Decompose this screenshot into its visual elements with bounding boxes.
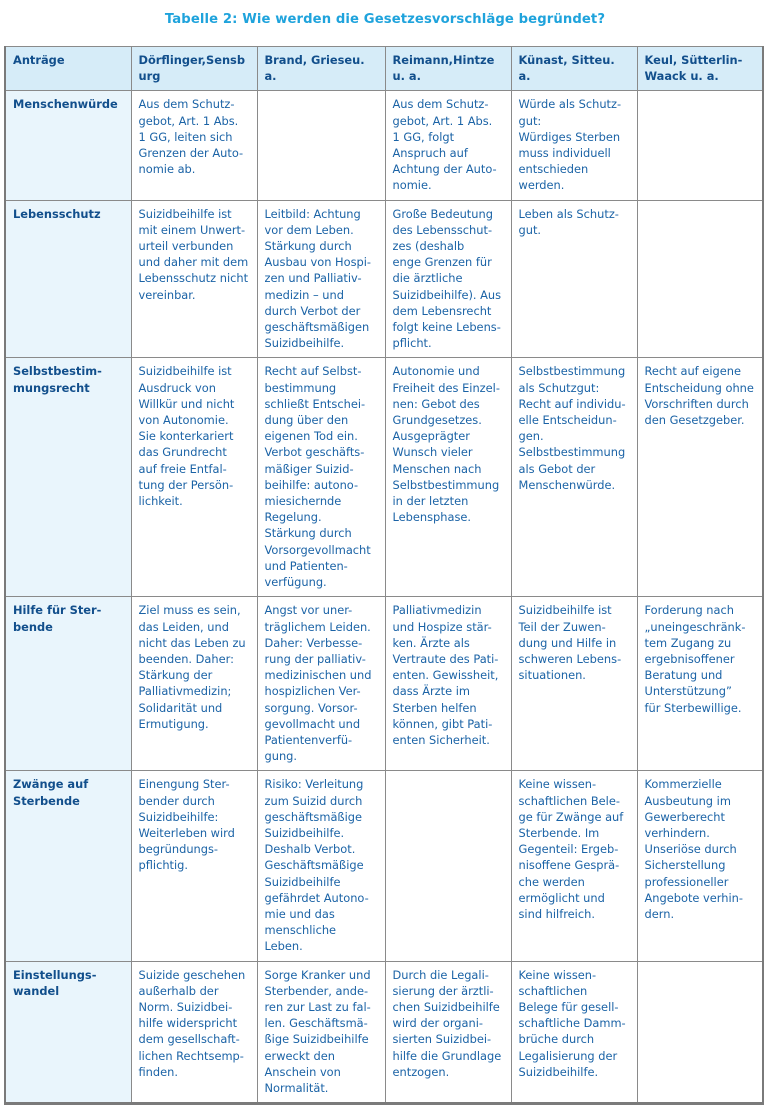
cell-text-line: Angebote verhin- bbox=[644, 890, 743, 905]
cell-text-line: Suizidbeihilfe ist bbox=[138, 364, 232, 379]
cell-text-line: Forderung nach bbox=[644, 603, 734, 618]
cell-text-line: und daher mit dem bbox=[138, 255, 249, 270]
cell-text-line: sorgung. Vorsor- bbox=[264, 700, 358, 715]
cell-text-line: gut. bbox=[518, 222, 542, 237]
row-label bbox=[5, 597, 131, 771]
cell-text-line: Anschein von bbox=[264, 1064, 341, 1079]
cell-text-line: Suizidbeihilfe. bbox=[264, 336, 345, 351]
cell-text-line: gut: bbox=[518, 113, 542, 128]
cell-text-line: Suizidbeihilfe ist bbox=[518, 603, 612, 618]
table-cell bbox=[511, 358, 637, 597]
table-cell bbox=[385, 200, 511, 358]
table-body bbox=[5, 91, 763, 1104]
cell-text-line: Ausgeprägter bbox=[392, 429, 470, 444]
cell-text-line: Ausbeutung im bbox=[644, 793, 731, 808]
cell-text-line: den Gesetzgeber. bbox=[644, 413, 745, 428]
cell-text-line: als Gebot der bbox=[518, 461, 596, 476]
cell-text-line: hospizlichen Ver- bbox=[264, 684, 361, 699]
cell-text-line: hilfe die Grundlage bbox=[392, 1048, 502, 1063]
header-brand-griese bbox=[257, 47, 385, 91]
cell-text-line: folgt keine Lebens- bbox=[392, 320, 501, 335]
cell-text-line: Recht auf Selbst- bbox=[264, 364, 362, 379]
cell-text-line: ken. Ärzte als bbox=[392, 635, 470, 650]
cell-text-line: Selbstbestimmung bbox=[518, 445, 626, 460]
cell-text-line: gung. bbox=[264, 749, 298, 764]
header-text-line: Anträge bbox=[13, 53, 65, 67]
cell-text-line: und Patienten- bbox=[264, 558, 348, 573]
cell-text-line: Anspruch auf bbox=[392, 146, 468, 161]
table-cell bbox=[637, 597, 763, 771]
cell-text-line: Normalität. bbox=[264, 1080, 329, 1095]
cell-text-line: Geschäftsmäßige bbox=[264, 858, 364, 873]
header-text-line: Künast, Sitte bbox=[518, 53, 603, 67]
cell-text-line: rung der palliativ- bbox=[264, 651, 366, 666]
cell-text-line: werden. bbox=[518, 178, 565, 193]
cell-text-line: Selbstbestimmung bbox=[518, 364, 626, 379]
row-label-line: mungsrecht bbox=[13, 380, 90, 395]
table-cell bbox=[131, 200, 257, 358]
table-cell bbox=[131, 961, 257, 1104]
header-text-line: u. a. bbox=[264, 53, 365, 84]
cell-text-line: Unseriöse durch bbox=[644, 842, 737, 857]
table-cell bbox=[511, 91, 637, 200]
cell-text-line: Leben als Schutz- bbox=[518, 206, 619, 221]
cell-text-line: len. Geschäftsmä- bbox=[264, 1016, 368, 1031]
cell-text-line: Solidarität und bbox=[138, 700, 223, 715]
table-cell bbox=[511, 961, 637, 1104]
cell-text-line: Angst vor uner- bbox=[264, 603, 353, 618]
cell-text-line: Grenzen der Auto- bbox=[138, 146, 244, 161]
header-reimann-hintze bbox=[385, 47, 511, 91]
cell-text-line: professioneller bbox=[644, 874, 729, 889]
cell-text-line: Würde als Schutz- bbox=[518, 97, 622, 112]
cell-text-line: Suizidbeihilfe ist bbox=[138, 206, 232, 221]
table-row bbox=[5, 961, 763, 1104]
cell-text-line: medizin – und bbox=[264, 287, 344, 302]
header-text-line: Waack u. a. bbox=[644, 69, 719, 84]
cell-text-line: Beratung und bbox=[644, 668, 723, 683]
cell-text-line: nen: Gebot des bbox=[392, 396, 480, 411]
row-label bbox=[5, 200, 131, 358]
table-cell bbox=[131, 771, 257, 961]
cell-text-line: enge Grenzen für bbox=[392, 255, 492, 270]
cell-text-line: des Lebensschut- bbox=[392, 222, 493, 237]
cell-text-line: Risiko: Verleitung bbox=[264, 777, 364, 792]
table-cell bbox=[257, 771, 385, 961]
cell-text-line: ren zur Last zu fal- bbox=[264, 999, 371, 1014]
cell-text-line: Stärkung durch bbox=[264, 239, 352, 254]
empty-cell bbox=[637, 91, 763, 200]
cell-text-line: lichkeit. bbox=[138, 494, 183, 509]
cell-text-line: Sterbender, ande- bbox=[264, 983, 369, 998]
cell-text-line: eigenen Tod ein. bbox=[264, 429, 358, 444]
empty-cell bbox=[257, 91, 385, 200]
cell-text-line: gevollmacht und bbox=[264, 716, 361, 731]
cell-text-line: Entscheidung ohne bbox=[644, 380, 754, 395]
empty-cell bbox=[637, 961, 763, 1104]
cell-text-line: Palliativmedizin bbox=[392, 603, 482, 618]
cell-text-line: vereinbar. bbox=[138, 287, 196, 302]
cell-text-line: beenden. Daher: bbox=[138, 651, 234, 666]
cell-text-line: pflicht. bbox=[392, 336, 432, 351]
cell-text-line: beihilfe: autono- bbox=[264, 477, 359, 492]
cell-text-line: Sorge Kranker und bbox=[264, 967, 371, 982]
cell-text-line: Autonomie und bbox=[392, 364, 480, 379]
header-text-line: u. a. bbox=[518, 53, 615, 84]
cell-text-line: dung und Hilfe in bbox=[518, 635, 617, 650]
cell-text-line: schaftlichen bbox=[518, 983, 588, 998]
cell-text-line: tung der Persön- bbox=[138, 477, 234, 492]
cell-text-line: Legalisierung der bbox=[518, 1048, 618, 1063]
cell-text-line: finden. bbox=[138, 1064, 178, 1079]
cell-text-line: mit einem Unwert- bbox=[138, 222, 246, 237]
cell-text-line: mie und das bbox=[264, 906, 335, 921]
cell-text-line: Recht auf eigene bbox=[644, 364, 741, 379]
cell-text-line: Ermutigung. bbox=[138, 716, 209, 731]
table-cell bbox=[511, 200, 637, 358]
cell-text-line: gebot, Art. 1 Abs. bbox=[138, 113, 239, 128]
cell-text-line: schaftlichen Bele- bbox=[518, 793, 620, 808]
cell-text-line: sierten Suizidbei- bbox=[392, 1032, 492, 1047]
row-label bbox=[5, 771, 131, 961]
cell-text-line: Deshalb Verbot. bbox=[264, 842, 356, 857]
row-label-line: Selbstbestim- bbox=[13, 364, 102, 379]
cell-text-line: Ausdruck von bbox=[138, 380, 216, 395]
cell-text-line: vor dem Leben. bbox=[264, 222, 354, 237]
cell-text-line: Unterstützung” bbox=[644, 684, 732, 699]
cell-text-line: Stärkung durch bbox=[264, 526, 352, 541]
cell-text-line: Recht auf individu- bbox=[518, 396, 626, 411]
cell-text-line: Einengung Ster- bbox=[138, 777, 230, 792]
cell-text-line: verfügung. bbox=[264, 575, 327, 590]
table-cell bbox=[131, 91, 257, 200]
table-row bbox=[5, 91, 763, 200]
cell-text-line: Aus dem Schutz- bbox=[138, 97, 235, 112]
cell-text-line: menschliche bbox=[264, 923, 337, 938]
cell-text-line: ergebnisoffener bbox=[644, 651, 735, 666]
table-row bbox=[5, 771, 763, 961]
header-kuenast-sitte bbox=[511, 47, 637, 91]
comparison-table bbox=[4, 46, 764, 1105]
cell-text-line: Grundgesetzes. bbox=[392, 413, 482, 428]
cell-text-line: für Sterbewillige. bbox=[644, 700, 742, 715]
cell-text-line: dass Ärzte im bbox=[392, 684, 471, 699]
header-text-line: Dörflinger, bbox=[138, 53, 207, 67]
cell-text-line: durch Verbot der bbox=[264, 303, 361, 318]
cell-text-line: ge für Zwänge auf bbox=[518, 809, 624, 824]
cell-text-line: nisoffene Gesprä- bbox=[518, 858, 620, 873]
cell-text-line: muss individuell bbox=[518, 146, 611, 161]
cell-text-line: Kommerzielle bbox=[644, 777, 722, 792]
cell-text-line: dem gesellschaft- bbox=[138, 1032, 240, 1047]
table-cell bbox=[257, 200, 385, 358]
header-doerflinger-sensburg bbox=[131, 47, 257, 91]
cell-text-line: Belege für gesell- bbox=[518, 999, 619, 1014]
cell-text-line: Sterben helfen bbox=[392, 700, 477, 715]
cell-text-line: Menschenwürde. bbox=[518, 477, 616, 492]
table-cell bbox=[385, 961, 511, 1104]
cell-text-line: Gewerberecht bbox=[644, 809, 725, 824]
cell-text-line: tem Zugang zu bbox=[644, 635, 732, 650]
cell-text-line: mäßiger Suizid- bbox=[264, 461, 354, 476]
cell-text-line: dern. bbox=[644, 906, 675, 921]
cell-text-line: zes (deshalb bbox=[392, 239, 465, 254]
cell-text-line: Ausbau von Hospi- bbox=[264, 255, 372, 270]
header-text-line: Sensburg bbox=[138, 53, 245, 84]
cell-text-line: Suizidbeihilfe. bbox=[264, 825, 345, 840]
header-text-line: Brand, Griese bbox=[264, 53, 353, 67]
cell-text-line: geschäftsmäßigen bbox=[264, 320, 370, 335]
table-cell bbox=[511, 597, 637, 771]
cell-text-line: begründungs- bbox=[138, 842, 219, 857]
table-title: Tabelle 2: Wie werden die Gesetzesvorschläge begründet? bbox=[164, 12, 606, 27]
cell-text-line: ßige Suizidbeihilfe bbox=[264, 1032, 369, 1047]
cell-text-line: che werden bbox=[518, 874, 585, 889]
table-cell bbox=[385, 358, 511, 597]
header-row bbox=[5, 47, 763, 91]
cell-text-line: nomie. bbox=[392, 178, 432, 193]
table-row bbox=[5, 200, 763, 358]
cell-text-line: Suizidbeihilfe. bbox=[518, 1064, 599, 1079]
row-label bbox=[5, 91, 131, 200]
cell-text-line: Norm. Suizidbei- bbox=[138, 999, 233, 1014]
cell-text-line: erweckt den bbox=[264, 1048, 335, 1063]
cell-text-line: als Schutzgut: bbox=[518, 380, 600, 395]
cell-text-line: medizinischen und bbox=[264, 668, 372, 683]
cell-text-line: chen Suizidbeihilfe bbox=[392, 999, 500, 1014]
cell-text-line: Lebensschutz nicht bbox=[138, 271, 249, 286]
cell-text-line: gebot, Art. 1 Abs. bbox=[392, 113, 493, 128]
cell-text-line: enten. Gewissheit, bbox=[392, 668, 499, 683]
cell-text-line: Gegenteil: Ergeb- bbox=[518, 842, 619, 857]
cell-text-line: 1 GG, leiten sich bbox=[138, 129, 233, 144]
table-cell bbox=[637, 771, 763, 961]
cell-text-line: Würdiges Sterben bbox=[518, 129, 621, 144]
cell-text-line: Keine wissen- bbox=[518, 967, 597, 982]
cell-text-line: „uneingeschränk- bbox=[644, 619, 746, 634]
cell-text-line: nomie ab. bbox=[138, 162, 196, 177]
cell-text-line: Große Bedeutung bbox=[392, 206, 493, 221]
cell-text-line: urteil verbunden bbox=[138, 239, 234, 254]
cell-text-line: auf freie Entfal- bbox=[138, 461, 227, 476]
cell-text-line: Suizidbeihilfe: bbox=[138, 809, 219, 824]
empty-cell bbox=[385, 771, 511, 961]
cell-text-line: schließt Entschei- bbox=[264, 396, 366, 411]
cell-text-line: ermöglicht und bbox=[518, 890, 605, 905]
cell-text-line: außerhalb der bbox=[138, 983, 219, 998]
cell-text-line: dem Lebensrecht bbox=[392, 303, 492, 318]
row-label-line: wandel bbox=[13, 983, 60, 998]
cell-text-line: Suizidbeihilfe bbox=[264, 874, 341, 889]
cell-text-line: Durch die Legali- bbox=[392, 967, 489, 982]
cell-text-line: Vorsorgevollmacht bbox=[264, 542, 371, 557]
table-cell bbox=[511, 771, 637, 961]
cell-text-line: 1 GG, folgt bbox=[392, 129, 455, 144]
header-text-line: Hintze u. a. bbox=[392, 53, 495, 84]
cell-text-line: Vertraute des Pati- bbox=[392, 651, 499, 666]
cell-text-line: wird der organi- bbox=[392, 1016, 484, 1031]
cell-text-line: Menschen nach bbox=[392, 461, 482, 476]
header-text-line: Keul, Sütterlin- bbox=[644, 53, 742, 67]
table-cell bbox=[257, 961, 385, 1104]
cell-text-line: gefährdet Autono- bbox=[264, 890, 369, 905]
row-label-line: Sterbende bbox=[13, 793, 80, 808]
cell-text-line: Suizidbeihilfe). Aus bbox=[392, 287, 502, 302]
cell-text-line: das Grundrecht bbox=[138, 445, 227, 460]
cell-text-line: in der letzten bbox=[392, 494, 469, 509]
cell-text-line: träglichem Leiden. bbox=[264, 619, 371, 634]
cell-text-line: Daher: Verbesse- bbox=[264, 635, 363, 650]
cell-text-line: Leitbild: Achtung bbox=[264, 206, 361, 221]
cell-text-line: dung über den bbox=[264, 413, 349, 428]
cell-text-line: sierung der ärztli- bbox=[392, 983, 494, 998]
header-antraege bbox=[5, 47, 131, 91]
table-cell bbox=[131, 597, 257, 771]
cell-text-line: Patientenverfü- bbox=[264, 732, 353, 747]
row-label-line: Zwänge auf bbox=[13, 777, 89, 792]
cell-text-line: nicht das Leben zu bbox=[138, 635, 246, 650]
row-label-line: bende bbox=[13, 619, 53, 634]
cell-text-line: hilfe widerspricht bbox=[138, 1016, 238, 1031]
cell-text-line: Achtung der Auto- bbox=[392, 162, 497, 177]
table-cell bbox=[637, 358, 763, 597]
table-cell bbox=[131, 358, 257, 597]
cell-text-line: pflichtig. bbox=[138, 858, 189, 873]
cell-text-line: bender durch bbox=[138, 793, 215, 808]
cell-text-line: und Hospize stär- bbox=[392, 619, 492, 634]
table-row bbox=[5, 358, 763, 597]
cell-text-line: Verbot geschäfts- bbox=[264, 445, 365, 460]
cell-text-line: die ärztliche bbox=[392, 271, 463, 286]
cell-text-line: zen und Palliativ- bbox=[264, 271, 362, 286]
cell-text-line: Sterbende. Im bbox=[518, 825, 600, 840]
cell-text-line: elle Entscheidun- bbox=[518, 413, 617, 428]
table-cell bbox=[257, 597, 385, 771]
cell-text-line: Lebensphase. bbox=[392, 510, 472, 525]
cell-text-line: Freiheit des Einzel- bbox=[392, 380, 500, 395]
cell-text-line: Weiterleben wird bbox=[138, 825, 235, 840]
cell-text-line: Sicherstellung bbox=[644, 858, 726, 873]
row-label-line: Lebensschutz bbox=[13, 206, 101, 221]
header-keul-suetterlin-waack bbox=[637, 47, 763, 91]
cell-text-line: Sie konterkariert bbox=[138, 429, 234, 444]
cell-text-line: lichen Rechtsemp- bbox=[138, 1048, 244, 1063]
cell-text-line: Stärkung der bbox=[138, 668, 213, 683]
cell-text-line: Ziel muss es sein, bbox=[138, 603, 241, 618]
cell-text-line: entschieden bbox=[518, 162, 589, 177]
table-cell bbox=[257, 358, 385, 597]
cell-text-line: brüche durch bbox=[518, 1032, 595, 1047]
table-row bbox=[5, 597, 763, 771]
cell-text-line: Regelung. bbox=[264, 510, 322, 525]
cell-text-line: von Autonomie. bbox=[138, 413, 229, 428]
cell-text-line: können, gibt Pati- bbox=[392, 716, 493, 731]
cell-text-line: zum Suizid durch bbox=[264, 793, 363, 808]
cell-text-line: Suizide geschehen bbox=[138, 967, 246, 982]
cell-text-line: Wunsch vieler bbox=[392, 445, 473, 460]
table-cell bbox=[385, 597, 511, 771]
cell-text-line: miesichernde bbox=[264, 494, 342, 509]
cell-text-line: bestimmung bbox=[264, 380, 337, 395]
cell-text-line: entzogen. bbox=[392, 1064, 450, 1079]
cell-text-line: Leben. bbox=[264, 939, 303, 954]
row-label-line: Menschenwürde bbox=[13, 97, 118, 112]
row-label-line: Hilfe für Ster- bbox=[13, 603, 102, 618]
cell-text-line: schweren Lebens- bbox=[518, 651, 622, 666]
cell-text-line: sind hilfreich. bbox=[518, 906, 595, 921]
cell-text-line: situationen. bbox=[518, 668, 586, 683]
cell-text-line: Selbstbestimmung bbox=[392, 477, 500, 492]
cell-text-line: das Leiden, und bbox=[138, 619, 229, 634]
cell-text-line: gen. bbox=[518, 429, 544, 444]
cell-text-line: Teil der Zuwen- bbox=[518, 619, 606, 634]
cell-text-line: Vorschriften durch bbox=[644, 396, 749, 411]
empty-cell bbox=[637, 200, 763, 358]
cell-text-line: schaftliche Damm- bbox=[518, 1016, 626, 1031]
row-label bbox=[5, 358, 131, 597]
cell-text-line: geschäftsmäßige bbox=[264, 809, 362, 824]
cell-text-line: enten Sicherheit. bbox=[392, 732, 490, 747]
table-cell bbox=[385, 91, 511, 200]
cell-text-line: verhindern. bbox=[644, 825, 710, 840]
row-label-line: Einstellungs- bbox=[13, 967, 97, 982]
header-text-line: Reimann, bbox=[392, 53, 454, 67]
row-label bbox=[5, 961, 131, 1104]
cell-text-line: Palliativmedizin; bbox=[138, 684, 232, 699]
cell-text-line: Aus dem Schutz- bbox=[392, 97, 489, 112]
cell-text-line: Willkür und nicht bbox=[138, 396, 235, 411]
cell-text-line: Keine wissen- bbox=[518, 777, 597, 792]
